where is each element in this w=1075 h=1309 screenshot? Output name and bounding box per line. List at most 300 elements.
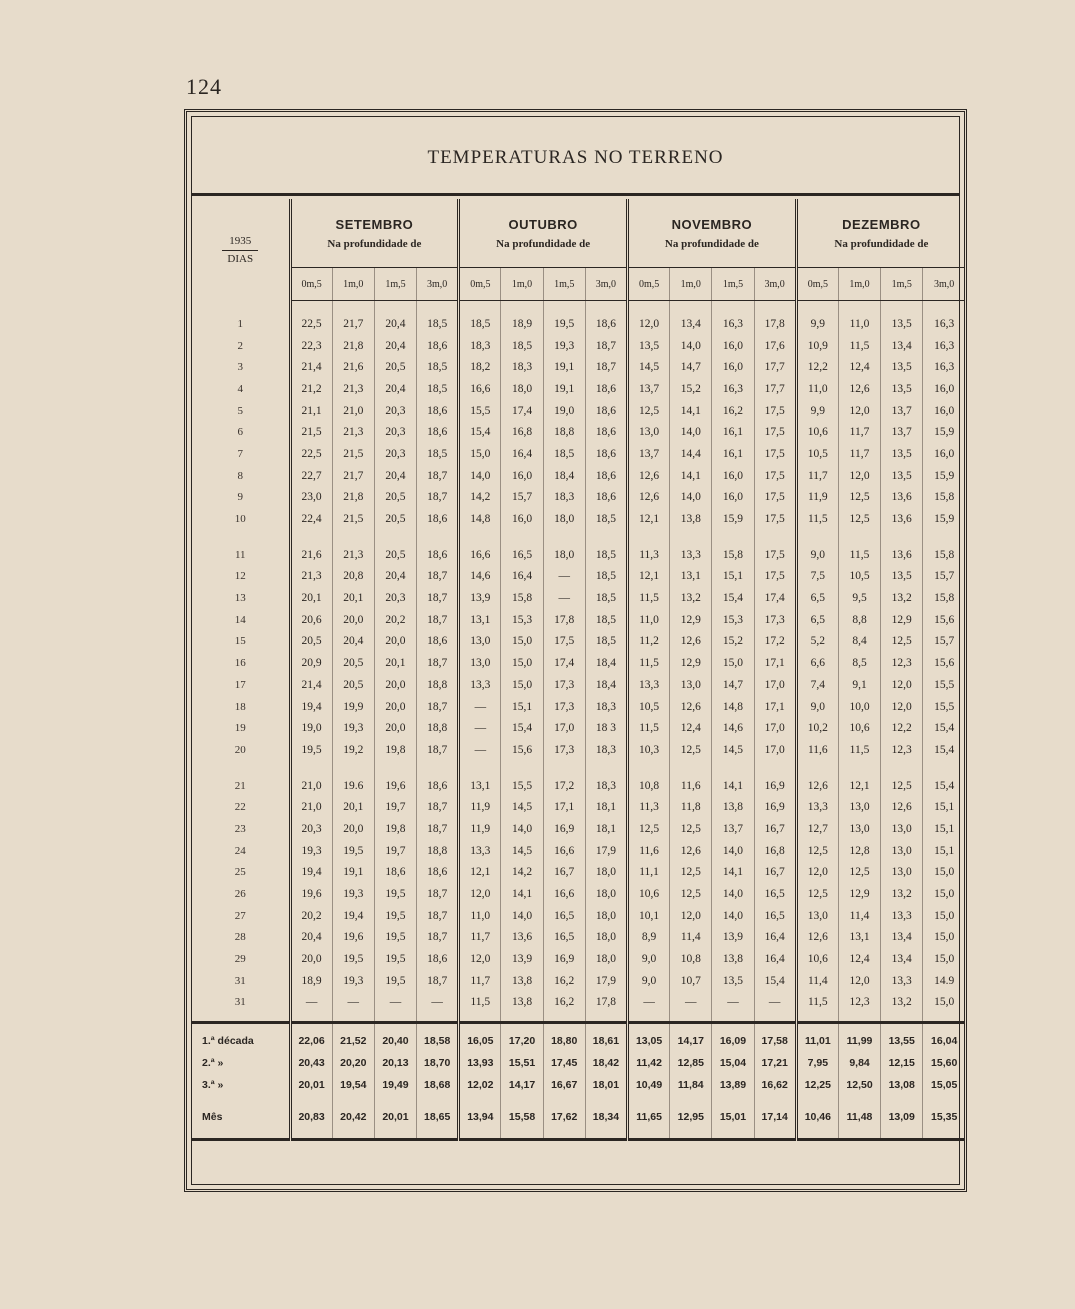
temperature-cell: 15,0: [923, 992, 965, 1023]
summary-cell: 9,84: [838, 1052, 880, 1074]
temperature-cell: 20,3: [374, 587, 416, 609]
temperature-cell: 13,3: [670, 530, 712, 566]
day-number: 10: [192, 508, 290, 530]
temperature-cell: 16,5: [754, 883, 796, 905]
temperature-cell: 21,6: [290, 530, 332, 566]
temperature-cell: 11,5: [838, 335, 880, 357]
temperature-cell: 13,3: [881, 905, 923, 927]
temperature-cell: 17,5: [754, 443, 796, 465]
temperature-cell: 13,8: [712, 796, 754, 818]
temperature-cell: 18,8: [417, 674, 459, 696]
day-number: 8: [192, 465, 290, 487]
month-header: [290, 199, 459, 268]
temperature-cell: 17,6: [754, 335, 796, 357]
temperature-cell: 18,5: [459, 301, 501, 335]
summary-cell: 17,58: [754, 1023, 796, 1053]
temperature-cell: 19,3: [543, 335, 585, 357]
summary-cell: 15,35: [923, 1096, 965, 1140]
temperature-cell: 16,4: [754, 948, 796, 970]
temperature-cell: 8,8: [838, 609, 880, 631]
temperature-cell: 18,7: [417, 487, 459, 509]
summary-cell: 14,17: [501, 1074, 543, 1096]
summary-row: [192, 1052, 965, 1074]
temperature-cell: 9,0: [796, 530, 838, 566]
temperature-cell: 14,0: [712, 905, 754, 927]
table-row: [192, 674, 965, 696]
summary-label: 2.ª »: [192, 1052, 290, 1074]
temperature-cell: 19,5: [374, 948, 416, 970]
daily-rows: [192, 301, 965, 1023]
temperature-cell: —: [417, 992, 459, 1023]
temperature-cell: 13,5: [881, 356, 923, 378]
temperature-cell: 12,6: [670, 631, 712, 653]
table-frame: [184, 109, 967, 1192]
temperature-cell: 19,1: [332, 862, 374, 884]
temperature-cell: 16,3: [712, 301, 754, 335]
temperature-cell: 13,1: [838, 927, 880, 949]
temperature-cell: 18,5: [585, 609, 627, 631]
temperature-cell: 20,1: [332, 796, 374, 818]
temperature-cell: 13,4: [881, 335, 923, 357]
summary-cell: 17,20: [501, 1023, 543, 1053]
temperature-cell: 14,1: [501, 883, 543, 905]
temperature-cell: 18,8: [417, 717, 459, 739]
day-number: 20: [192, 739, 290, 761]
temperature-cell: 18,7: [417, 465, 459, 487]
summary-cell: 15,04: [712, 1052, 754, 1074]
temperature-cell: 22,5: [290, 301, 332, 335]
temperature-cell: 12,5: [628, 818, 670, 840]
summary-cell: 18,58: [417, 1023, 459, 1053]
temperature-cell: —: [459, 696, 501, 718]
temperature-cell: 11,5: [628, 652, 670, 674]
temperature-cell: 17,5: [754, 421, 796, 443]
table-row: [192, 840, 965, 862]
table-row: [192, 631, 965, 653]
temperature-cell: 19,1: [543, 356, 585, 378]
temperature-cell: 13,0: [670, 674, 712, 696]
temperature-cell: 10,6: [628, 883, 670, 905]
depth-caption: Na profundidade de: [834, 237, 929, 250]
temperature-cell: 22,4: [290, 508, 332, 530]
summary-cell: 16,05: [459, 1023, 501, 1053]
temperature-cell: 13,5: [881, 465, 923, 487]
month-header-row: [192, 199, 965, 268]
summary-cell: 15,01: [712, 1096, 754, 1140]
temperature-cell: 13,0: [459, 652, 501, 674]
temperature-cell: 10,3: [628, 739, 670, 761]
day-number: 26: [192, 883, 290, 905]
summary-cell: 18,70: [417, 1052, 459, 1074]
depth-header-row: [192, 268, 965, 301]
summary-cell: 18,01: [585, 1074, 627, 1096]
summary-cell: 10,49: [628, 1074, 670, 1096]
temperature-cell: 13,6: [881, 530, 923, 566]
temperature-cell: 20,4: [374, 378, 416, 400]
temperature-cell: 7,5: [796, 566, 838, 588]
temperature-cell: 11,7: [459, 970, 501, 992]
temperature-cell: 11,5: [796, 992, 838, 1023]
temperature-cell: 20,4: [374, 465, 416, 487]
depth-header: 1m,0: [332, 268, 374, 301]
temperature-cell: 19,5: [374, 905, 416, 927]
temperature-cell: 12,6: [838, 378, 880, 400]
temperature-cell: 10,5: [838, 566, 880, 588]
temperature-cell: 14,0: [501, 905, 543, 927]
temperature-cell: 18,5: [585, 530, 627, 566]
temperature-cell: 15,1: [712, 566, 754, 588]
temperature-cell: 19,8: [374, 818, 416, 840]
temperature-cell: 21,4: [290, 356, 332, 378]
temperature-cell: 16,4: [501, 443, 543, 465]
temperature-cell: 18,5: [417, 378, 459, 400]
temperature-cell: 19,5: [332, 948, 374, 970]
day-number: 23: [192, 818, 290, 840]
temperature-cell: 13,7: [881, 400, 923, 422]
day-number: 14: [192, 609, 290, 631]
month-header: [628, 199, 797, 268]
temperature-cell: 18,6: [585, 465, 627, 487]
temperature-cell: 12,0: [628, 301, 670, 335]
summary-cell: 13,55: [881, 1023, 923, 1053]
summary-cell: 20,43: [290, 1052, 332, 1074]
temperature-cell: 14,7: [712, 674, 754, 696]
temperature-cell: 13,6: [501, 927, 543, 949]
temperature-cell: 13,7: [881, 421, 923, 443]
temperature-cell: 18,5: [543, 443, 585, 465]
day-number: 7: [192, 443, 290, 465]
temperature-cell: 15,0: [923, 862, 965, 884]
summary-cell: 13,08: [881, 1074, 923, 1096]
temperature-cell: 14,5: [501, 796, 543, 818]
temperature-cell: 18,5: [585, 508, 627, 530]
temperature-cell: 13,1: [670, 566, 712, 588]
temperature-cell: 13,0: [838, 818, 880, 840]
summary-cell: 7,95: [796, 1052, 838, 1074]
temperature-cell: 12,3: [838, 992, 880, 1023]
temperature-cell: 12,0: [838, 400, 880, 422]
summary-cell: 20,20: [332, 1052, 374, 1074]
temperature-cell: —: [374, 992, 416, 1023]
temperature-cell: 21,6: [332, 356, 374, 378]
temperature-cell: 18,8: [543, 421, 585, 443]
temperature-cell: 18,8: [417, 840, 459, 862]
temperature-cell: 12,5: [670, 862, 712, 884]
temperature-cell: 6,5: [796, 609, 838, 631]
summary-cell: 16,67: [543, 1074, 585, 1096]
temperature-cell: 18,3: [585, 739, 627, 761]
table-row: [192, 487, 965, 509]
temperature-cell: 11,0: [796, 378, 838, 400]
temperature-cell: 13,8: [712, 948, 754, 970]
temperature-cell: 21,8: [332, 487, 374, 509]
day-number: 31: [192, 992, 290, 1023]
table-row: [192, 421, 965, 443]
temperature-cell: 20,3: [290, 818, 332, 840]
temperature-cell: 18,3: [585, 761, 627, 797]
day-number: 15: [192, 631, 290, 653]
temperature-cell: 16,5: [501, 530, 543, 566]
temperature-cell: 14,0: [670, 335, 712, 357]
temperature-cell: 18,0: [543, 508, 585, 530]
temperature-cell: 18,7: [417, 883, 459, 905]
summary-cell: 16,04: [923, 1023, 965, 1053]
summary-cell: 12,15: [881, 1052, 923, 1074]
temperature-cell: 18,0: [585, 883, 627, 905]
summary-cell: 13,09: [881, 1096, 923, 1140]
temperature-cell: 13,9: [459, 587, 501, 609]
temperature-cell: 11,5: [459, 992, 501, 1023]
day-number: 3: [192, 356, 290, 378]
temperature-cell: 18,7: [417, 696, 459, 718]
temperature-cell: 21,3: [332, 530, 374, 566]
temperature-cell: 18,7: [417, 927, 459, 949]
temperature-cell: 19,5: [332, 840, 374, 862]
temperature-cell: 17,5: [754, 566, 796, 588]
temperature-cell: 18,7: [585, 356, 627, 378]
temperature-cell: 17,5: [754, 400, 796, 422]
temperature-cell: 19,6: [332, 927, 374, 949]
temperature-cell: 17,4: [754, 587, 796, 609]
temperature-cell: 12,2: [881, 717, 923, 739]
temperature-cell: —: [459, 739, 501, 761]
temperature-cell: 12,0: [459, 883, 501, 905]
temperature-cell: 11,3: [628, 530, 670, 566]
table-row: [192, 717, 965, 739]
summary-cell: 17,14: [754, 1096, 796, 1140]
month-name: OUTUBRO: [508, 216, 578, 232]
temperature-cell: 15,5: [923, 674, 965, 696]
depth-header: 3m,0: [923, 268, 965, 301]
summary-cell: 11,99: [838, 1023, 880, 1053]
temperature-cell: 17,1: [543, 796, 585, 818]
temperature-cell: 13,2: [670, 587, 712, 609]
temperature-cell: 12,3: [881, 739, 923, 761]
temperature-cell: 11,7: [796, 465, 838, 487]
temperature-cell: 12,0: [838, 465, 880, 487]
temperature-cell: 18,5: [585, 566, 627, 588]
temperature-cell: 12,6: [796, 927, 838, 949]
depth-header: 1m,0: [670, 268, 712, 301]
temperature-cell: 15,4: [501, 717, 543, 739]
temperature-cell: 12,5: [838, 862, 880, 884]
temperature-cell: 9,0: [628, 970, 670, 992]
temperature-cell: 15,2: [670, 378, 712, 400]
temperature-cell: 7,4: [796, 674, 838, 696]
month-name: NOVEMBRO: [671, 216, 753, 232]
summary-cell: 14,17: [670, 1023, 712, 1053]
temperature-cell: 14,0: [670, 487, 712, 509]
temperature-cell: 22,7: [290, 465, 332, 487]
temperature-cell: 10,8: [628, 761, 670, 797]
day-number: 31: [192, 970, 290, 992]
temperature-cell: 16,7: [543, 862, 585, 884]
temperature-cell: 16,9: [754, 796, 796, 818]
temperature-cell: 12,5: [881, 761, 923, 797]
table-row: [192, 818, 965, 840]
temperature-cell: 20,2: [374, 609, 416, 631]
temperature-cell: 11,6: [628, 840, 670, 862]
temperature-cell: 11,0: [459, 905, 501, 927]
temperature-cell: —: [332, 992, 374, 1023]
inner-frame: [191, 116, 960, 1185]
temperature-cell: 10,9: [796, 335, 838, 357]
depth-header: 1m,5: [374, 268, 416, 301]
temperature-cell: 20,2: [290, 905, 332, 927]
temperature-cell: 11,7: [838, 421, 880, 443]
temperature-cell: 15,1: [923, 818, 965, 840]
temperature-cell: 18,7: [417, 652, 459, 674]
temperature-cell: 16,8: [501, 421, 543, 443]
table-row: [192, 356, 965, 378]
temperature-cell: 13,0: [628, 421, 670, 443]
temperature-cell: 14,0: [712, 840, 754, 862]
temperature-cell: 16,0: [501, 508, 543, 530]
temperature-cell: 15,9: [923, 508, 965, 530]
temperature-cell: 18,6: [417, 530, 459, 566]
temperature-cell: 18,5: [417, 356, 459, 378]
temperature-cell: 18,0: [585, 862, 627, 884]
summary-cell: 17,21: [754, 1052, 796, 1074]
temperature-cell: 18,3: [501, 356, 543, 378]
temperature-cell: 14,6: [459, 566, 501, 588]
depth-header: 1m,5: [543, 268, 585, 301]
month-header: [459, 199, 628, 268]
depth-header: 3m,0: [754, 268, 796, 301]
temperature-cell: 14,0: [712, 883, 754, 905]
temperature-cell: 18,6: [585, 378, 627, 400]
temperature-cell: 20,0: [374, 717, 416, 739]
temperature-cell: 15,7: [923, 566, 965, 588]
depth-header: 0m,5: [628, 268, 670, 301]
month-name: DEZEMBRO: [842, 216, 921, 232]
day-number: 12: [192, 566, 290, 588]
temperature-cell: 12,3: [881, 652, 923, 674]
temperature-cell: 15,4: [712, 587, 754, 609]
summary-row: [192, 1096, 965, 1140]
temperature-cell: 12,6: [881, 796, 923, 818]
day-number: 2: [192, 335, 290, 357]
table-row: [192, 335, 965, 357]
day-number: 27: [192, 905, 290, 927]
table-row: [192, 652, 965, 674]
temperature-cell: 10,8: [670, 948, 712, 970]
temperature-cell: 16,3: [923, 335, 965, 357]
temperature-cell: 19,2: [332, 739, 374, 761]
temperature-cell: 16,2: [712, 400, 754, 422]
temperature-cell: 16,0: [712, 465, 754, 487]
temperature-cell: 15,0: [923, 927, 965, 949]
temperature-cell: 18,6: [417, 508, 459, 530]
temperature-cell: 12,9: [881, 609, 923, 631]
temperature-cell: —: [628, 992, 670, 1023]
temperature-cell: 8,4: [838, 631, 880, 653]
temperature-cell: 18,6: [374, 862, 416, 884]
temperature-cell: 17,5: [754, 465, 796, 487]
temperature-cell: 18,3: [585, 696, 627, 718]
temperature-cell: 20,9: [290, 652, 332, 674]
temperature-cell: 16,5: [754, 905, 796, 927]
summary-label: Mês: [192, 1096, 290, 1140]
temperature-cell: 14,1: [712, 761, 754, 797]
temperature-cell: 15,1: [501, 696, 543, 718]
temperature-cell: 20,1: [332, 587, 374, 609]
temperature-cell: 21,0: [290, 761, 332, 797]
temperature-cell: 17,8: [754, 301, 796, 335]
summary-cell: 15,60: [923, 1052, 965, 1074]
temperature-cell: 15,4: [459, 421, 501, 443]
temperature-cell: 15,0: [923, 948, 965, 970]
temperature-cell: 17,8: [585, 992, 627, 1023]
temperature-cell: 16,6: [459, 530, 501, 566]
table-row: [192, 530, 965, 566]
temperature-cell: 6,5: [796, 587, 838, 609]
summary-cell: 20,13: [374, 1052, 416, 1074]
month-header: [796, 199, 965, 268]
temperature-cell: 19,7: [374, 840, 416, 862]
day-number: 29: [192, 948, 290, 970]
table-row: [192, 761, 965, 797]
temperature-cell: 11,0: [628, 609, 670, 631]
temperature-cell: 17,8: [543, 609, 585, 631]
summary-rows: [192, 1023, 965, 1140]
temperature-cell: 12,9: [670, 652, 712, 674]
temperature-cell: 15,4: [923, 717, 965, 739]
temperature-cell: 12,8: [838, 840, 880, 862]
depth-header: 0m,5: [459, 268, 501, 301]
temperature-cell: 17,5: [754, 508, 796, 530]
table-row: [192, 948, 965, 970]
temperature-cell: 19,8: [374, 739, 416, 761]
temperature-cell: 19,4: [290, 862, 332, 884]
temperature-cell: 20,5: [374, 530, 416, 566]
temperature-cell: 17,3: [543, 739, 585, 761]
temperature-cell: 17,0: [754, 717, 796, 739]
temperature-cell: 16,0: [712, 335, 754, 357]
temperature-cell: 18,1: [585, 818, 627, 840]
temperature-cell: 18,7: [417, 587, 459, 609]
temperature-cell: 16,2: [543, 970, 585, 992]
temperature-cell: 10,6: [838, 717, 880, 739]
summary-cell: 20,01: [374, 1096, 416, 1140]
temperature-cell: 17,3: [543, 696, 585, 718]
summary-cell: 12,25: [796, 1074, 838, 1096]
temperature-cell: 11,9: [796, 487, 838, 509]
temperature-cell: 16,4: [754, 927, 796, 949]
temperature-cell: 9,0: [628, 948, 670, 970]
table-row: [192, 587, 965, 609]
temperature-cell: 21,5: [332, 508, 374, 530]
temperature-cell: 12,0: [459, 948, 501, 970]
day-number: 28: [192, 927, 290, 949]
temperature-cell: 15,5: [459, 400, 501, 422]
temperature-cell: 12,5: [670, 739, 712, 761]
temperature-cell: 19.6: [332, 761, 374, 797]
temperature-cell: 13,5: [881, 378, 923, 400]
temperature-cell: 14,2: [459, 487, 501, 509]
temperature-cell: 20,0: [332, 818, 374, 840]
temperature-cell: 20,0: [332, 609, 374, 631]
temperature-cell: 12,2: [796, 356, 838, 378]
temperature-cell: 11,4: [670, 927, 712, 949]
summary-cell: 22,06: [290, 1023, 332, 1053]
temperature-cell: 15,9: [923, 465, 965, 487]
table-row: [192, 970, 965, 992]
temperature-cell: 21,2: [290, 378, 332, 400]
temperature-cell: 17,0: [754, 674, 796, 696]
temperature-cell: 6,6: [796, 652, 838, 674]
temperature-cell: 15,8: [923, 587, 965, 609]
